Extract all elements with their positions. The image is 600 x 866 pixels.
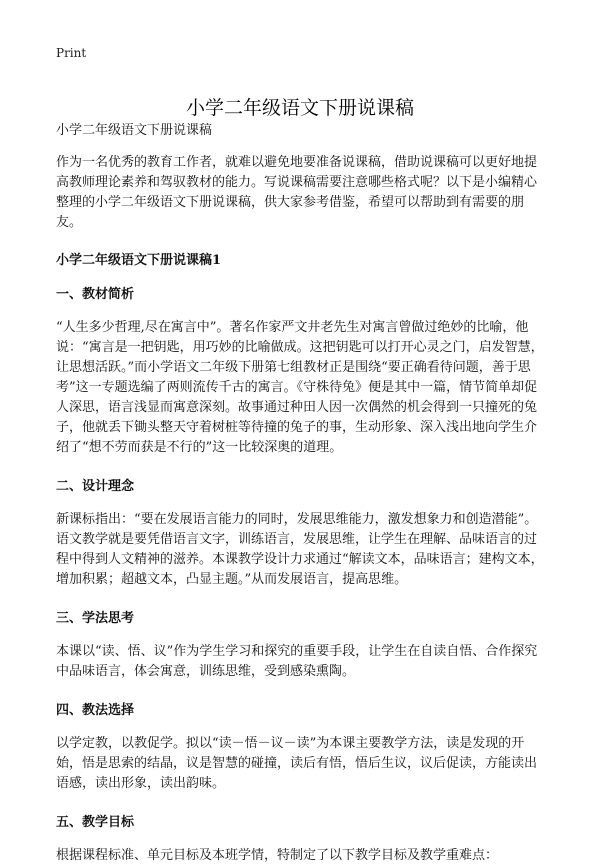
section-paragraph: 新课标指出：“要在发展语言能力的同时，发展思维能力，激发想象力和创造潜能”。语文教学就是要凭借语言文字，训练语言，发展思维，让学生在理解、品味语言的过程中得到人文精神的滋养。本课教学设计力求通过“解读文本，品味语言；建构文本，增加积累；超越文本，凸显主题。”从而发展语言，提高思维。 [56, 512, 544, 587]
section-paragraph: 以学定教，以教促学。拟以“读－悟－议－读”为本课主要教学方法，读是发现的开始，悟是思索的结晶，议是智慧的碰撞，读后有悟，悟后生议，议后促读，方能读出语感，读出形象，读出韵味。 [56, 736, 538, 791]
document-body [56, 121, 546, 866]
section-heading: 三、学法思考 [56, 611, 135, 626]
document-subtitle: 小学二年级语文下册说课稿 [56, 123, 213, 138]
section-paragraph: 根据课程标准、单元目标及本班学情，特制定了以下教学目标及教学重难点： [56, 848, 499, 863]
section-paragraph: 本课以“读、悟、议”作为学生学习和探究的重要手段，让学生在自读自悟、合作探究中品味语言，体会寓意，训练思维，受到感染熏陶。 [56, 644, 538, 679]
section-heading: 五、教学目标 [56, 815, 135, 830]
print-label[interactable]: Print [56, 46, 87, 60]
page-title: 小学二年级语文下册说课稿 [185, 96, 414, 119]
section-heading: 二、设计理念 [56, 479, 135, 494]
article-title: 小学二年级语文下册说课稿1 [56, 253, 222, 268]
section-heading: 一、教材简析 [56, 287, 135, 302]
section-heading: 四、教法选择 [56, 703, 135, 718]
section-paragraph: “人生多少哲理,尽在寓言中”。著名作家严文井老先生对寓言曾做过绝妙的比喻，他说：“寓言是一把钥匙，用巧妙的比喻做成。这把钥匙可以打开心灵之门，启发智慧，让思想活跃。”而小学语文二年级下册第七组教材正是围绕“要正确看待问题，善于思考”这一专题选编了两则流传千古的寓言。《守株待兔》便是其中一篇，情节简单却促人深思，语言浅显而寓意深刻。故事通过种田人因一次偶然的机会得到一只撞死的兔子，他就丢下锄头整天守着树桩等待撞的兔子的事，生动形象、深入浅出地向学生介绍了“想不劳而获是不行的”这一比较深奥的道理。 [56, 320, 544, 455]
intro-paragraph: 作为一名优秀的教育工作者，就难以避免地要准备说课稿，借助说课稿可以更好地提高教师理论素养和驾驭教材的能力。写说课稿需要注意哪些格式呢？以下是小编精心整理的小学二年级语文下册说课稿，供大家参考借鉴，希望可以帮助到有需要的朋友。 [56, 155, 538, 230]
